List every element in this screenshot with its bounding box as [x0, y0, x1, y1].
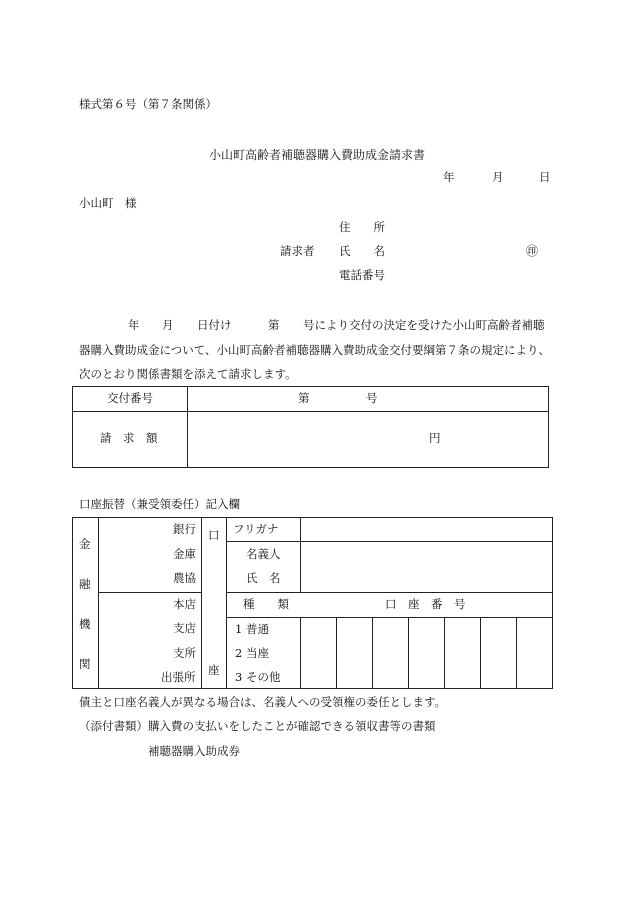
body-dai: 第	[268, 318, 280, 332]
name-label: 氏 名	[339, 244, 385, 258]
date-month: 月	[492, 170, 504, 184]
institution-char-1: 金	[79, 537, 91, 551]
account-type-3: 3 その他	[235, 670, 281, 684]
branch-type-main: 本店	[173, 597, 196, 611]
koza-char-1: 口	[208, 528, 220, 542]
grant-number-go: 号	[366, 391, 378, 405]
grant-number-dai: 第	[298, 391, 310, 405]
holder-label-2: 氏 名	[246, 571, 281, 585]
body-line1-rest: 号により交付の決定を受けた小山町高齢者補聴	[303, 318, 545, 332]
addressee: 小山町 様	[79, 196, 137, 210]
institution-char-4: 関	[79, 657, 91, 671]
note-assignment: 債主と口座名義人が異なる場合は、名義人への受領権の委任とします。	[79, 695, 447, 709]
phone-label: 電話番号	[339, 268, 385, 282]
bank-type-nokyo: 農協	[173, 571, 196, 585]
note-attachments: （添付書類）購入費の支払いをしたことが確認できる領収書等の書類	[79, 719, 436, 733]
institution-char-3: 機	[79, 617, 91, 631]
branch-type-branch: 支店	[173, 621, 196, 635]
amount-unit: 円	[429, 431, 441, 445]
body-month: 月	[162, 318, 174, 332]
grant-number-label: 交付番号	[107, 391, 153, 405]
branch-type-sub: 出張所	[161, 670, 196, 684]
holder-label-1: 名義人	[246, 547, 281, 561]
note-voucher: 補聴器購入助成券	[148, 744, 240, 758]
body-line3: 次のとおり関係書類を添えて請求します。	[79, 367, 297, 381]
account-type-label: 種 類	[243, 597, 289, 611]
body-day: 日付け	[197, 318, 232, 332]
koza-char-2: 座	[208, 663, 220, 677]
body-line2: 器購入費助成金について、小山町高齢者補聴器購入費助成金交付要綱第７条の規定により、	[79, 343, 551, 357]
address-label: 住 所	[339, 220, 385, 234]
date-year: 年	[443, 170, 455, 184]
seal-mark: ㊞	[526, 244, 539, 258]
amount-label: 請 求 額	[100, 431, 158, 445]
document-title: 小山町高齢者補聴器購入費助成金請求書	[209, 148, 426, 162]
bank-section-title: 口座振替（兼受領委任）記入欄	[79, 497, 240, 511]
institution-char-2: 融	[79, 577, 91, 591]
branch-type-office: 支所	[173, 646, 196, 660]
claimant-label: 請求者	[280, 244, 315, 258]
account-number-label: 口 座 番 号	[385, 597, 466, 611]
account-type-1: 1 普通	[235, 622, 269, 636]
bank-type-shinkin: 金庫	[173, 547, 196, 561]
date-day: 日	[539, 170, 551, 184]
account-type-2: 2 当座	[235, 646, 269, 660]
body-year: 年	[128, 318, 140, 332]
bank-type-bank: 銀行	[173, 522, 196, 536]
form-number: 様式第６号（第７条関係）	[79, 97, 217, 111]
furigana-label: フリガナ	[233, 522, 279, 536]
